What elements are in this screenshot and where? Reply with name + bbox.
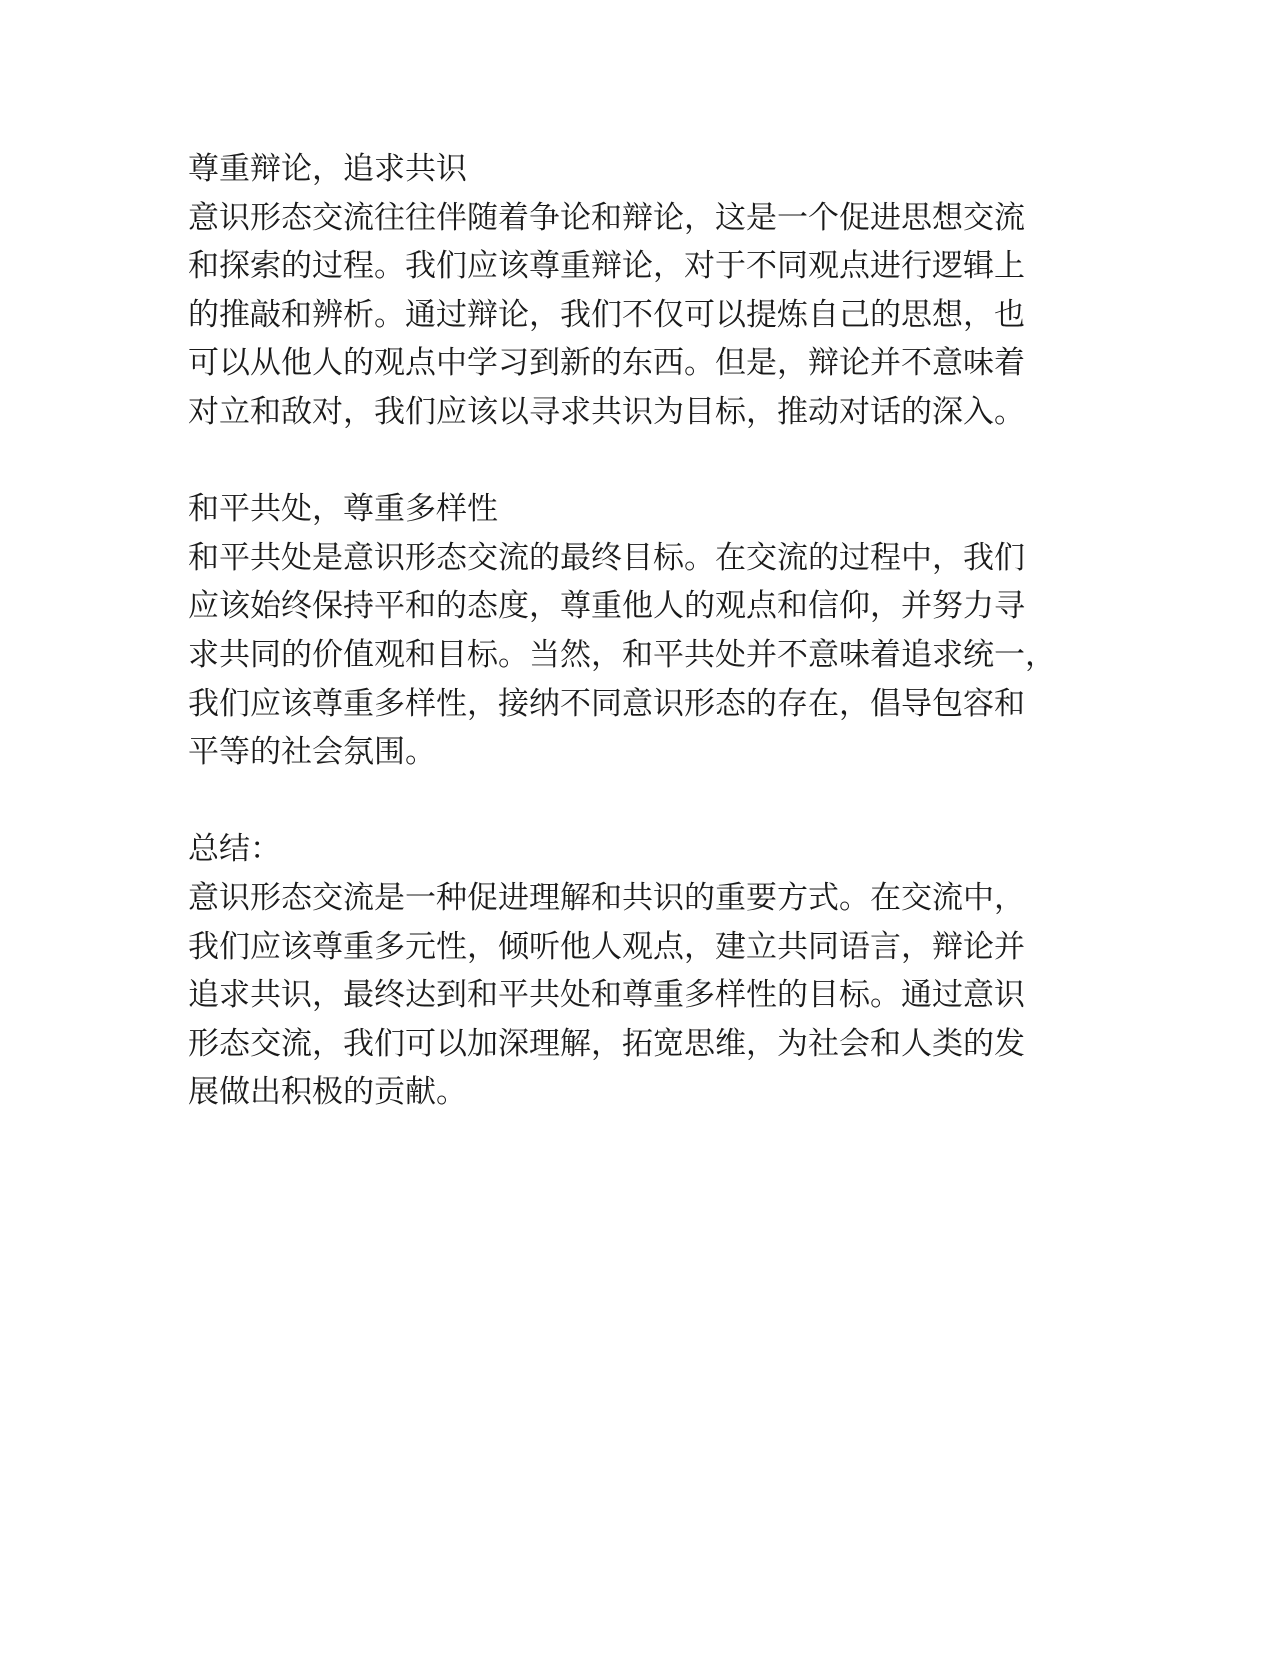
paragraph-line: 我们应该尊重多元性，倾听他人观点，建立共同语言，辩论并 bbox=[188, 928, 1025, 965]
paragraph-line: 意识形态交流往往伴随着争论和辩论，这是一个促进思想交流 bbox=[188, 199, 1025, 236]
section-coexistence bbox=[188, 485, 1108, 777]
paragraph-line: 和探索的过程。我们应该尊重辩论，对于不同观点进行逻辑上 bbox=[188, 248, 1025, 285]
paragraph-line: 和平共处是意识形态交流的最终目标。在交流的过程中，我们 bbox=[188, 539, 1025, 576]
section-heading: 和平共处，尊重多样性 bbox=[188, 491, 498, 528]
paragraph-line: 平等的社会氛围。 bbox=[188, 734, 436, 771]
paragraph-line: 的推敲和辨析。通过辩论，我们不仅可以提炼自己的思想，也 bbox=[188, 296, 1025, 333]
paragraph-line: 展做出积极的贡献。 bbox=[188, 1074, 467, 1111]
paragraph-line: 对立和敌对，我们应该以寻求共识为目标，推动对话的深入。 bbox=[188, 393, 1025, 430]
paragraph-line: 形态交流，我们可以加深理解，拓宽思维，为社会和人类的发 bbox=[188, 1025, 1025, 1062]
paragraph-line: 可以从他人的观点中学习到新的东西。但是，辩论并不意味着 bbox=[188, 345, 1025, 382]
section-debate bbox=[188, 145, 1108, 437]
paragraph-spacer bbox=[188, 777, 1108, 826]
paragraph-spacer bbox=[188, 437, 1108, 486]
document-body bbox=[188, 145, 1108, 1117]
paragraph-line: 应该始终保持平和的态度，尊重他人的观点和信仰，并努力寻 bbox=[188, 588, 1025, 625]
section-heading: 总结： bbox=[188, 831, 281, 868]
paragraph-line: 求共同的价值观和目标。当然，和平共处并不意味着追求统一， bbox=[188, 636, 1056, 673]
paragraph-line: 意识形态交流是一种促进理解和共识的重要方式。在交流中， bbox=[188, 879, 1025, 916]
section-heading: 尊重辩论，追求共识 bbox=[188, 151, 467, 187]
section-summary bbox=[188, 825, 1108, 1117]
paragraph-line: 我们应该尊重多样性，接纳不同意识形态的存在，倡导包容和 bbox=[188, 685, 1025, 722]
paragraph-line: 追求共识，最终达到和平共处和尊重多样性的目标。通过意识 bbox=[188, 977, 1025, 1014]
